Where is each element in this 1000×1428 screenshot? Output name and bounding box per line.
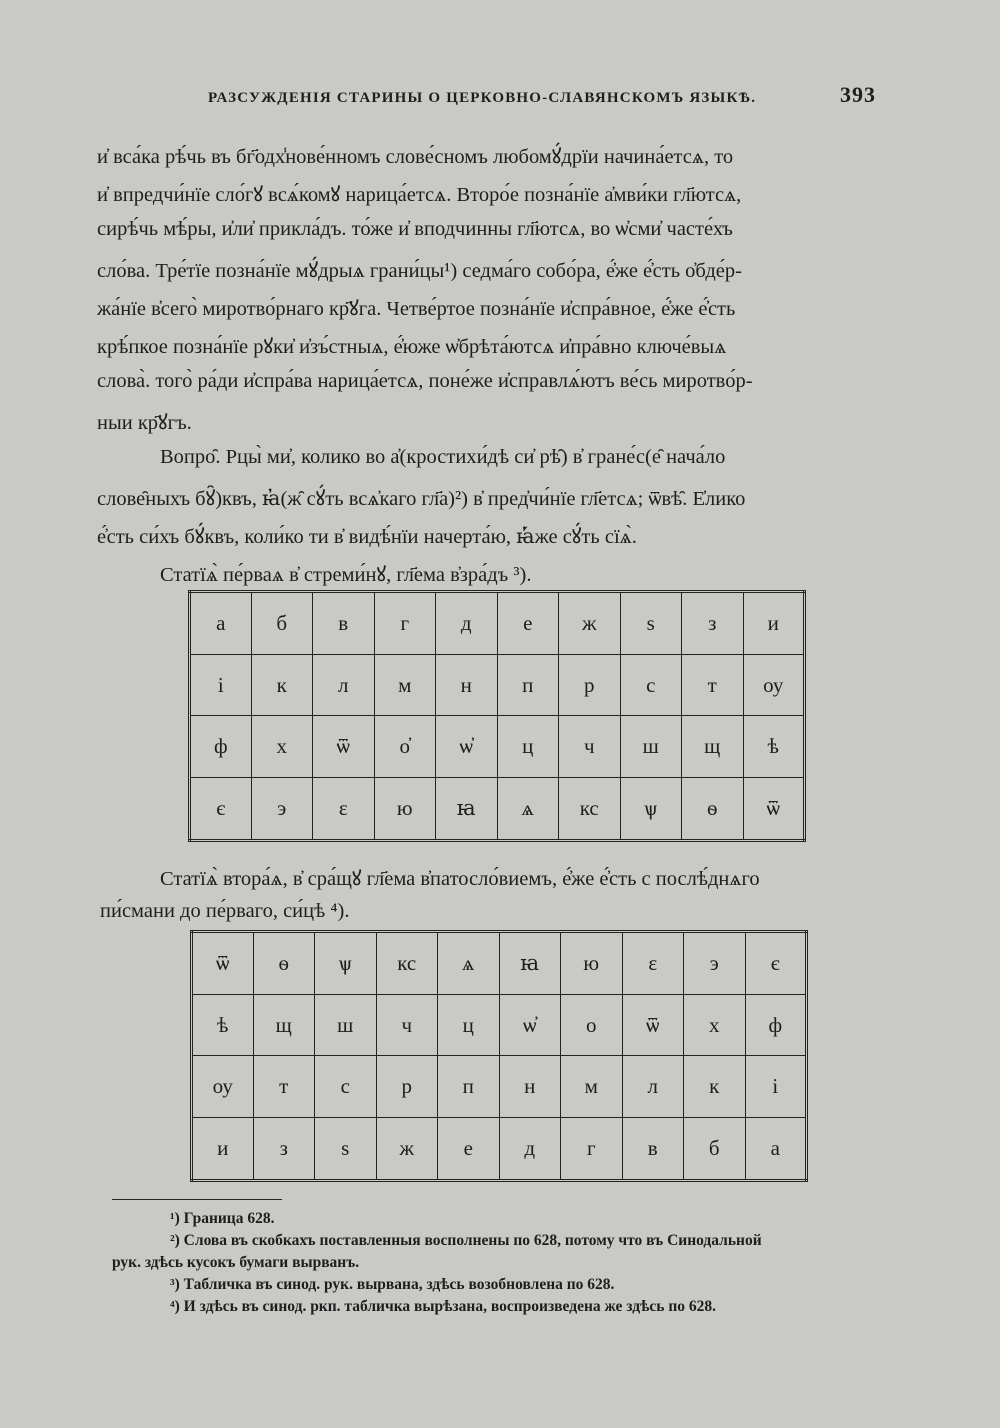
letter-cell: ч	[559, 716, 621, 777]
letter-cell: ф	[190, 716, 252, 777]
letter-cell: ч	[376, 995, 438, 1056]
letter-cell: о	[561, 995, 623, 1056]
table-row	[190, 592, 805, 655]
letter-cell: г	[374, 592, 436, 655]
letter-cell: и	[743, 592, 805, 655]
letter-cell: м	[374, 655, 436, 716]
letter-cell: ш	[620, 716, 682, 777]
letter-cell: э	[684, 932, 746, 995]
text-line: слова̀. того̀ ра́ди и̓спра́ва нарица́етсѧ, поне́же и̓справлѧ́ютъ ве́сь миротво́р-	[97, 370, 753, 392]
letter-cell: в	[622, 1117, 684, 1180]
letter-cell: р	[559, 655, 621, 716]
letter-cell: з	[682, 592, 744, 655]
letter-cell: ѿ	[622, 995, 684, 1056]
text-line: и̓ впредчи́нїе сло́гꙋ всѧ́комꙋ нарица́етсѧ. Второ́е позна́нїе а̓мви́ки гл҃ютсѧ,	[97, 184, 742, 206]
table-row	[190, 655, 805, 716]
text-line: и̓ вса́ка рѣ́чь въ бг҃одх̾нове́нномъ слове́сномъ любомꙋ́дрїи начина́етсѧ, то	[97, 146, 734, 168]
text-line: жа́нїе в̓сего̀ миротво́рнаго кр҃ꙋга. Четве́ртое позна́нїе и̓спра́вное, е̓́же е̓́сть	[97, 298, 736, 320]
letter-cell: н	[436, 655, 498, 716]
table-1-caption: Статїѧ̀ пе́рваѧ в̓ стреми́нꙋ, гл҃ема в̓зра́дъ ³).	[160, 564, 532, 586]
letter-cell: х	[684, 995, 746, 1056]
letter-cell: ж	[559, 592, 621, 655]
letter-cell: ε	[313, 777, 375, 840]
table-row	[192, 1117, 807, 1180]
text-line: Вопро̑. Рцы̀ ми̓, колико во а̓(кростихи́дѣ си̓ рѣ̑) в̓ гране́с(е̑ нача́ло	[160, 446, 726, 468]
text-line: слове̑ныхъ бꙋ̑)квъ, ꙗ̓(ж̑ сꙋ́ть всѧ̓каго гл҃а)²) в̓ пред̓чи́нїе гл҃етсѧ; ѿвѣ̑. Е̓лико	[97, 488, 746, 510]
footnote-3: ³) Табличка въ синод. рук. вырвана, здѣсь возобновлена по 628.	[170, 1276, 615, 1293]
letter-cell: р	[376, 1056, 438, 1117]
letter-cell: ѱ	[315, 932, 377, 995]
letter-cell: ѳ	[253, 932, 315, 995]
letter-cell: е	[497, 592, 559, 655]
letter-cell: ѿ	[192, 932, 254, 995]
letter-cell: л	[622, 1056, 684, 1117]
letter-cell: б	[684, 1117, 746, 1180]
letter-cell: кс	[376, 932, 438, 995]
alphabet-table-1	[188, 590, 806, 842]
table-2-caption-line: Статїѧ̀ втора́ѧ, в̓ сра́щꙋ гл҃ема в̓патосло́виемъ, е̓́же е̓́сть с послѣ́днѧго	[160, 868, 760, 890]
letter-cell: в	[313, 592, 375, 655]
table-row	[190, 716, 805, 777]
letter-cell: щ	[682, 716, 744, 777]
page-number: 393	[840, 82, 876, 107]
letter-cell: к	[684, 1056, 746, 1117]
letter-cell: ѣ	[743, 716, 805, 777]
table-row	[192, 1056, 807, 1117]
letter-cell: ѡ̓	[499, 995, 561, 1056]
letter-cell: ѡ̓	[436, 716, 498, 777]
letter-cell: є	[190, 777, 252, 840]
footnote-4: ⁴) И здѣсь въ синод. ркп. табличка вырѣзана, воспроизведена же здѣсь по 628.	[170, 1298, 717, 1315]
letter-cell: ю	[561, 932, 623, 995]
letter-cell: оу	[743, 655, 805, 716]
letter-cell: а	[745, 1117, 807, 1180]
letter-cell: и	[192, 1117, 254, 1180]
footnote-2: ²) Слова въ скобкахъ поставленныя восполнены по 628, потому что въ Синодальной	[170, 1232, 762, 1249]
letter-cell: з	[253, 1117, 315, 1180]
letter-cell: е	[438, 1117, 500, 1180]
letter-cell: с	[315, 1056, 377, 1117]
letter-cell: с	[620, 655, 682, 716]
letter-cell: ѧ	[438, 932, 500, 995]
letter-cell: ѣ	[192, 995, 254, 1056]
table-2-caption-line: пи́смани до пе́рваго, си́цѣ ⁴).	[100, 900, 350, 922]
letter-cell: ѿ	[743, 777, 805, 840]
letter-cell: п	[438, 1056, 500, 1117]
letter-cell: т	[682, 655, 744, 716]
letter-cell: оу	[192, 1056, 254, 1117]
text-line: сирѣ́чь мѣ́ры, и̓ли̓ прикла́дъ. то́же и̓ вподчинны гл҃ютсѧ, во ѡ̓сми̓ часте́хъ	[97, 218, 733, 240]
letter-cell: м	[561, 1056, 623, 1117]
letter-cell: ф	[745, 995, 807, 1056]
letter-cell: ѕ	[620, 592, 682, 655]
letter-cell: т	[253, 1056, 315, 1117]
letter-cell: о̓	[374, 716, 436, 777]
letter-cell: ш	[315, 995, 377, 1056]
letter-cell: ю	[374, 777, 436, 840]
letter-cell: ц	[497, 716, 559, 777]
letter-cell: і	[190, 655, 252, 716]
letter-cell: г	[561, 1117, 623, 1180]
letter-cell: кс	[559, 777, 621, 840]
letter-cell: ꙗ	[499, 932, 561, 995]
table-row	[190, 777, 805, 840]
table-row	[192, 932, 807, 995]
table-row	[192, 995, 807, 1056]
letter-cell: ѧ	[497, 777, 559, 840]
letter-cell: щ	[253, 995, 315, 1056]
letter-cell: ѿ	[313, 716, 375, 777]
letter-cell: э	[251, 777, 313, 840]
letter-cell: х	[251, 716, 313, 777]
text-line: ныи кр҃ꙋгъ.	[97, 412, 192, 434]
letter-cell: д	[436, 592, 498, 655]
footnote-1: ¹) Граница 628.	[170, 1210, 275, 1227]
letter-cell: ꙗ	[436, 777, 498, 840]
letter-cell: ц	[438, 995, 500, 1056]
footnote-rule	[112, 1199, 282, 1200]
letter-cell: л	[313, 655, 375, 716]
letter-cell: ѱ	[620, 777, 682, 840]
letter-cell: д	[499, 1117, 561, 1180]
letter-cell: ѕ	[315, 1117, 377, 1180]
letter-cell: і	[745, 1056, 807, 1117]
letter-cell: к	[251, 655, 313, 716]
letter-cell: б	[251, 592, 313, 655]
letter-cell: н	[499, 1056, 561, 1117]
alphabet-table-2	[190, 930, 808, 1182]
letter-cell: ε	[622, 932, 684, 995]
text-line: сло́ва. Тре́тїе позна́нїе мꙋ́дрыѧ грани́цы¹) седма́го собо́ра, е̓́же е̓́сть о̓бде́р-	[97, 260, 742, 282]
letter-cell: є	[745, 932, 807, 995]
letter-cell: ѳ	[682, 777, 744, 840]
footnote-2-continued: рук. здѣсь кусокъ бумаги вырванъ.	[112, 1254, 360, 1271]
letter-cell: п	[497, 655, 559, 716]
text-line: крѣ́пкое позна́нїе рꙋки̓ и̓зъ́стныѧ, е̓́юже ѡ̓брѣта́ютсѧ и̓пра́вно ключе́выѧ	[97, 336, 727, 358]
text-line: е̓́сть си́хъ бꙋ́квъ, коли́ко ти в̓ видѣ́нїи начерта́ю, ꙗ̓́же сꙋ́ть сїѧ̀.	[97, 526, 637, 548]
running-title: РАЗСУЖДЕНІЯ СТАРИНЫ О ЦЕРКОВНО-СЛАВЯНСКОМЪ ЯЗЫКѢ.	[208, 90, 757, 106]
letter-cell: ж	[376, 1117, 438, 1180]
letter-cell: а	[190, 592, 252, 655]
